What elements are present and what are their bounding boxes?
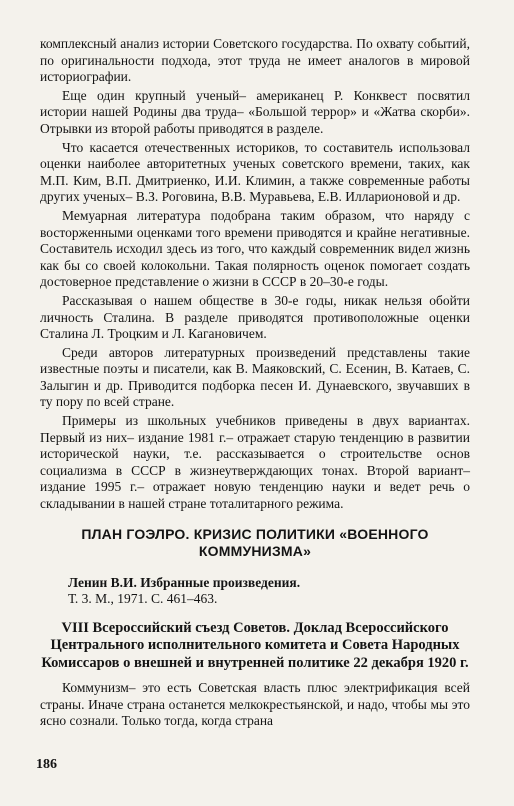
section-heading: ПЛАН ГОЭЛРО. КРИЗИС ПОЛИТИКИ «ВОЕННОГО КОММУНИЗМА» (81, 525, 429, 559)
paragraph-3: Что касается отечественных историков, то составитель использовал оценки наиболее авторитетных ученых советского времени, таких, как М.П. Ким, В.П. Дмитриенко, И.И. Климин, а также современные работы других ученых– В.З. Роговина, В.В. Муравьева, Е.В. Илларионовой и др. (40, 139, 470, 205)
source-citation (68, 575, 470, 608)
source-author-title: Ленин В.И. Избранные произведения. (68, 574, 301, 590)
intro-text (40, 36, 470, 513)
document-title: VIII Всероссийский съезд Советов. Доклад Всероссийского Центрального исполнительного комитета и Совета Народных Комиссаров о внешней и внутренней политике 22 декабря 1920 г. (41, 619, 469, 671)
paragraph-2: Еще один крупный ученый– американец Р. Конквест посвятил истории нашей Родины два труда– «Большой террор» и «Жатва скорби». Отрывки из второй работы приводятся в разделе. (40, 87, 470, 136)
paragraph-1: комплексный анализ истории Советского государства. По охвату событий, по оригинальности подхода, этот труда не имеет аналогов в мировой историографии. (40, 36, 470, 85)
paragraph-5: Рассказывая о нашем обществе в 30-е годы, никак нельзя обойти личность Сталина. В разделе приводятся противоположные оценки Сталина Л. Троцким и Л. Кагановичем. (40, 292, 470, 342)
paragraph-4: Мемуарная литература подобрана таким образом, что наряду с восторженными оценками того времени приводятся и крайне негативные. Составитель исходил здесь из того, что каждый современник видел жизнь как бы со своей колокольни. Такая полярность оценок помогает создать достоверное представление о жизни в СССР в 20–30-е годы. (40, 207, 470, 290)
source-details: Т. 3. М., 1971. С. 461–463. (68, 591, 218, 607)
paragraph-6: Среди авторов литературных произведений представлены такие известные поэты и писатели, как В. Маяковский, С. Есенин, В. Катаев, С. Залыгин и др. Приводится подборка песен И. Дунаевского, звучавших в ту пору по всей стране. (40, 344, 470, 410)
paragraph-7: Примеры из школьных учебников приведены в двух вариантах. Первый из них– издание 1981 г.– отражает старую тенденцию в развитии исторической науки, т.е. рассказывается о строительстве основ социализма в СССР в жизнеутверждающих тонах. Второй вариант– издание 1995 г.– отражает новую тенденцию науки и ведет речь о складывании в нашей стране тоталитарного режима. (40, 413, 470, 512)
closing-paragraph: Коммунизм– это есть Советская власть плюс электрификация всей страны. Иначе страна останется мелкокрестьянской, и надо, чтобы мы это ясно сознали. Только тогда, когда страна (40, 680, 470, 729)
page-number: 186 (36, 757, 57, 772)
